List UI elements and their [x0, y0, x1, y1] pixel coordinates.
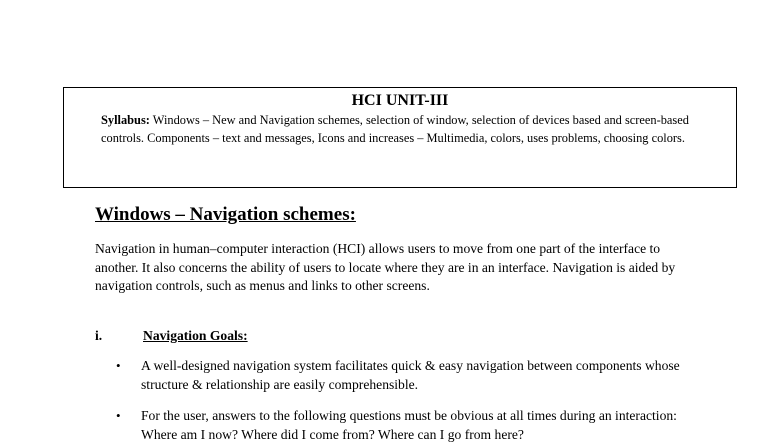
subsection-number: i. — [95, 328, 103, 343]
intro-paragraph: Navigation in human–computer interaction (HCI) allows users to move from one part of the interface to another. It also concerns the ability of users to locate where they are in an interface. Navigation is aided by navigation controls, such as menus and links to other screens. — [95, 241, 676, 294]
syllabus-label: Syllabus: — [101, 113, 150, 127]
bullet-marker: • — [116, 408, 121, 423]
subsection-heading: Navigation Goals: — [143, 328, 248, 343]
syllabus-paragraph — [101, 111, 721, 147]
syllabus-box — [63, 87, 737, 188]
unit-title: HCI UNIT-III — [351, 92, 449, 109]
bullet-item: A well-designed navigation system facilitates quick & easy navigation between components whose structure & relationship are easily comprehensible. — [141, 358, 680, 392]
syllabus-content: Windows – New and Navigation schemes, selection of window, selection of devices based and screen-based controls. Components – text and messages, Icons and increases – Multimedia, colors, uses problems, choosing colors. — [101, 113, 689, 145]
bullet-item: For the user, answers to the following questions must be obvious at all times during an interaction: Where am I now? Where did I come from? Where can I go from here? — [141, 408, 677, 442]
section-heading: Windows – Navigation schemes: — [95, 204, 356, 225]
bullet-marker: • — [116, 358, 121, 373]
